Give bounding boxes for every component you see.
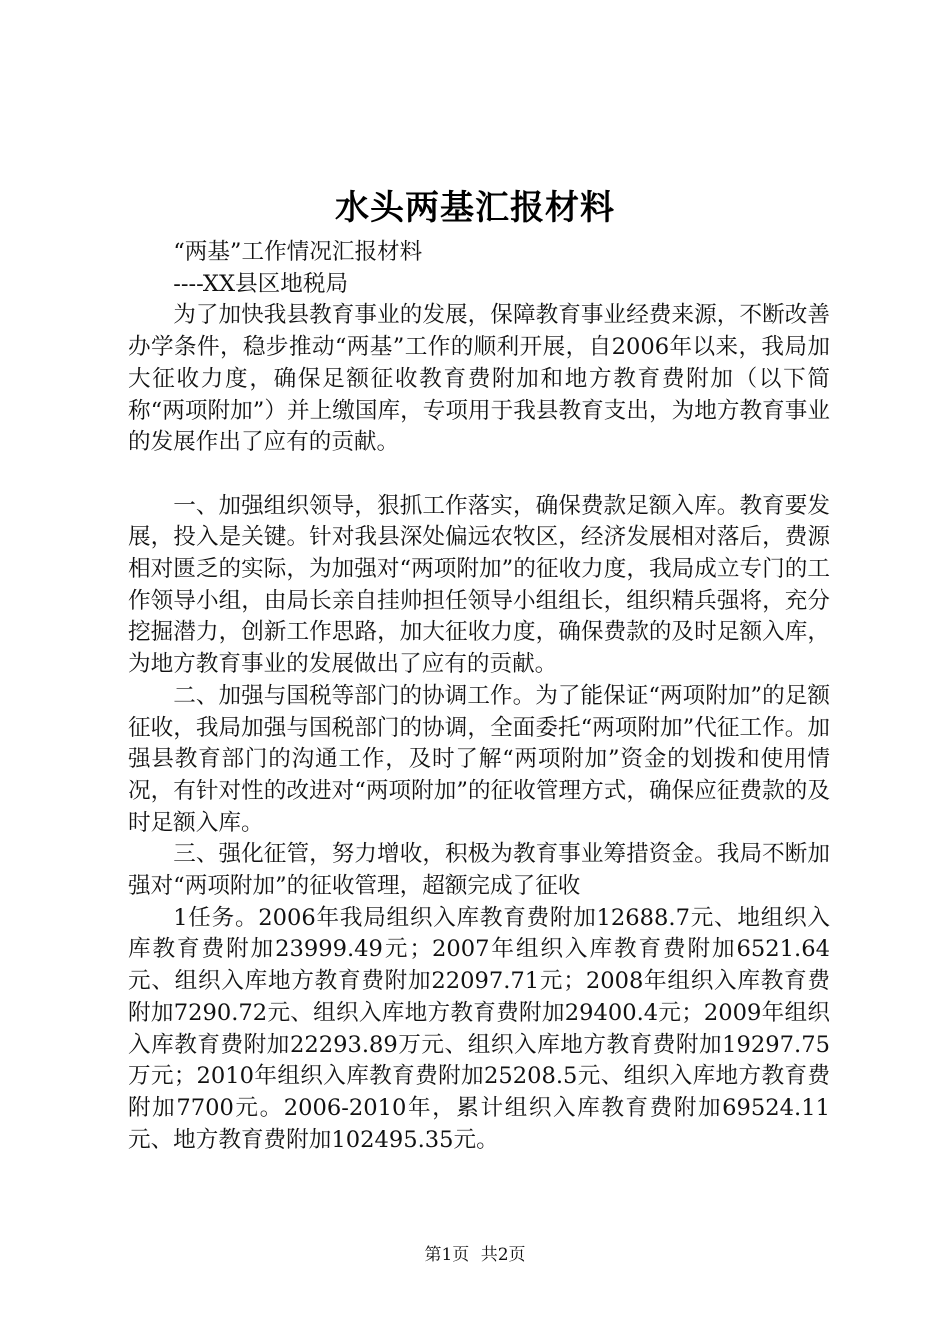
- document-title: 水头两基汇报材料: [335, 188, 615, 228]
- author-line: ----XX县区地税局: [173, 270, 349, 297]
- paragraph-spacer: [128, 459, 830, 491]
- paragraph-section-three: 三、强化征管，努力增收，积极为教育事业筹措资金。我局不断加强对“两项附加”的征收管理，超额完成了征收: [128, 841, 830, 900]
- page-number: 第1页: [424, 1245, 470, 1265]
- paragraph-section-two: 二、加强与国税等部门的协调工作。为了能保证“两项附加”的足额征收，我局加强与国税部门的协调，全面委托“两项附加”代征工作。加强县教育部门的沟通工作，及时了解“两项附加”资金的划拨和使用情况，有针对性的改进对“两项附加”的征收管理方式，确保应征费款的及时足额入库。: [128, 682, 830, 836]
- paragraph-figures: 1任务。2006年我局组织入库教育费附加12688.7元、地组织入库教育费附加23999.49元；2007年组织入库教育费附加6521.64元、组织入库地方教育费附加22097.71元；2008年组织入库教育费附加7290.72元、组织入库地方教育费附加29400.4元；2009年组织入库教育费附加22293.89万元、组织入库地方教育费附加19297.75万元；2010年组织入库教育费附加25208.5元、组织入库地方教育费附加7700元。2006-2010年，累计组织入库教育费附加69524.11元、地方教育费附加102495.35元。: [128, 904, 830, 1153]
- paragraph-intro: 为了加快我县教育事业的发展，保障教育事业经费来源，不断改善办学条件，稳步推动“两基”工作的顺利开展，自2006年以来，我局加大征收力度，确保足额征收教育费附加和地方教育费附加（以下简称“两项附加”）并上缴国库，专项用于我县教育支出，为地方教育事业的发展作出了应有的贡献。: [128, 302, 830, 456]
- subtitle-line: “两基”工作情况汇报材料: [173, 239, 423, 265]
- document-body: [128, 237, 830, 1156]
- page-footer: [0, 1243, 950, 1267]
- paragraph-section-one: 一、加强组织领导，狠抓工作落实，确保费款足额入库。教育要发展，投入是关键。针对我县深处偏远农牧区，经济发展相对落后，费源相对匮乏的实际，为加强对“两项附加”的征收力度，我局成立专门的工作领导小组，由局长亲自挂帅担任领导小组组长，组织精兵强将，充分挖掘潜力，创新工作思路，加大征收力度，确保费款的及时足额入库，为地方教育事业的发展做出了应有的贡献。: [128, 492, 830, 678]
- page-total: 共2页: [480, 1245, 526, 1265]
